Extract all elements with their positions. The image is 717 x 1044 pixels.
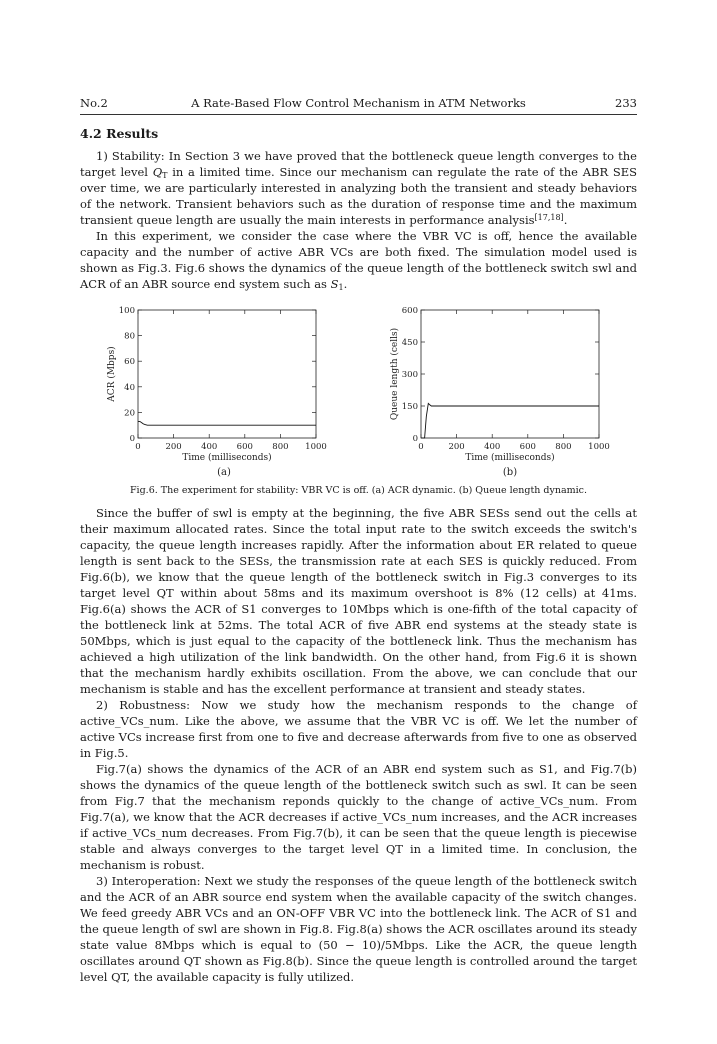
x-tick-label: 400 xyxy=(484,442,501,452)
x-tick-label: 800 xyxy=(555,442,572,452)
x-axis-label: Time (milliseconds) xyxy=(465,453,555,463)
plot-frame xyxy=(421,310,599,438)
series-line xyxy=(421,403,599,438)
section-heading: 4.2 Results xyxy=(80,126,159,141)
y-tick-label: 60 xyxy=(124,357,135,368)
y-tick-label: 0 xyxy=(412,434,418,444)
x-tick-label: 600 xyxy=(519,442,536,452)
y-tick-label: 300 xyxy=(401,370,418,380)
paragraph-experiment: In this experiment, we consider the case where the VBR VC is off, hence the available capacity and the number of active ABR VCs are both fixed. The simulation model used is shown as Fig.3. Fig.6 shows the dynamics of the queue length of the bottleneck switch swl and ACR of an ABR source end system such as $S_1$. xyxy=(80,229,637,292)
x-tick-label: 600 xyxy=(236,442,253,452)
x-tick-label: 1000 xyxy=(305,442,327,452)
figure-caption: Fig.6. The experiment for stability: VBR VC is off. (a) ACR dynamic. (b) Queue length dynamic. xyxy=(129,485,588,496)
y-tick-label: 150 xyxy=(401,402,418,412)
page-number: 233 xyxy=(615,96,637,110)
y-tick-label: 80 xyxy=(124,331,135,342)
paragraph-stability: 1) Stability: In Section 3 we have proved that the bottleneck queue length converges to the target level $Q_T$ in a limited time. Since our mechanism can regulate the rate of the ABR SES over time, we are particularly interested in analyzing both the transient and steady behaviors of the network. Transient behaviors such as the duration of response time and the maximum transient queue length are usually the main interests in performance analysis[17,18]. xyxy=(80,149,637,227)
paragraph-transient: Since the buffer of swl is empty at the beginning, the five ABR SESs send out the cells at their maximum allocated rates. Since the total input rate to the switch exceeds the switch's capacity, the queue length increases rapidly. After the information about ER related to queue length is sent back to the SESs, the transmission rate at each SES is quickly reduced. From Fig.6(b), we know that the queue length of the bottleneck switch in Fig.3 converges to its target level QT within about 58ms and its maximum overshoot is 8% (12 cells) at 41ms. Fig.6(a) shows the ACR of S1 converges to 10Mbps which is one-fifth of the total capacity of the bottleneck link at 52ms. The total ACR of five ABR end systems at the steady state is 50Mbps, which is just equal to the capacity of the bottleneck link. Thus the mechanism has achieved a high utilization of the link bandwidth. On the other hand, from Fig.6 it is shown that the mechanism hardly exhibits oscillation. From the above, we can conclude that our mechanism is stable and has the excellent performance at transient and steady states. xyxy=(80,506,637,696)
y-tick-label: 40 xyxy=(124,382,135,393)
y-tick-label: 0 xyxy=(129,434,135,444)
x-tick-label: 200 xyxy=(448,442,465,452)
journal-issue: No.2 xyxy=(80,96,108,110)
results-text xyxy=(80,505,637,985)
chart-queue-length xyxy=(389,306,610,463)
header-rule xyxy=(80,114,637,115)
x-axis-label: Time (milliseconds) xyxy=(182,453,272,463)
y-tick-label: 450 xyxy=(401,338,418,348)
y-tick-label: 100 xyxy=(118,306,135,316)
running-title: A Rate-Based Flow Control Mechanism in ATM Networks xyxy=(191,96,526,110)
subfigure-label-a: (a) xyxy=(217,467,231,478)
series-line xyxy=(138,421,316,425)
plot-frame xyxy=(138,310,316,438)
x-tick-label: 1000 xyxy=(588,442,610,452)
figure-6 xyxy=(0,290,717,480)
paragraph-fig7: Fig.7(a) shows the dynamics of the ACR of an ABR end system such as S1, and Fig.7(b) shows the dynamics of the queue length of the bottleneck switch such as swl. It can be seen from Fig.7 that the mechanism reponds quickly to the change of active_VCs_num. From Fig.7(a), we know that the ACR decreases if active_VCs_num increases, and the ACR increases if active_VCs_num decreases. From Fig.7(b), it can be seen that the queue length is piecewise stable and always converges to the target level QT in a limited time. In conclusion, the mechanism is robust. xyxy=(80,762,637,872)
paragraph-robustness: 2) Robustness: Now we study how the mechanism responds to the change of active_VCs_num. Like the above, we assume that the VBR VC is off. We let the number of active VCs increase first from one to five and decrease afterwards from five to one as observed in Fig.5. xyxy=(80,698,637,760)
y-axis-label: Queue length (cells) xyxy=(390,327,400,421)
intro-text xyxy=(80,148,637,292)
running-header xyxy=(80,96,637,112)
y-axis-label: ACR (Mbps) xyxy=(107,346,117,402)
x-tick-label: 0 xyxy=(135,442,141,452)
chart-acr xyxy=(106,306,327,463)
y-tick-label: 20 xyxy=(124,408,135,419)
x-tick-label: 0 xyxy=(418,442,424,452)
y-tick-label: 600 xyxy=(401,306,418,316)
paragraph-interoperation: 3) Interoperation: Next we study the responses of the queue length of the bottleneck switch and the ACR of an ABR source end system when the available capacity of the switch changes. We feed greedy ABR VCs and an ON-OFF VBR VC into the bottleneck link. The ACR of S1 and the queue length of swl are shown in Fig.8. Fig.8(a) shows the ACR oscillates around its steady state value 8Mbps which is equal to (50 − 10)/5Mbps. Like the ACR, the queue length oscillates around QT shown as Fig.8(b). Since the queue length is controlled around the target level QT, the available capacity is fully utilized. xyxy=(80,874,637,984)
x-tick-label: 200 xyxy=(165,442,182,452)
x-tick-label: 400 xyxy=(201,442,218,452)
x-tick-label: 800 xyxy=(272,442,289,452)
subfigure-label-b: (b) xyxy=(502,467,518,478)
